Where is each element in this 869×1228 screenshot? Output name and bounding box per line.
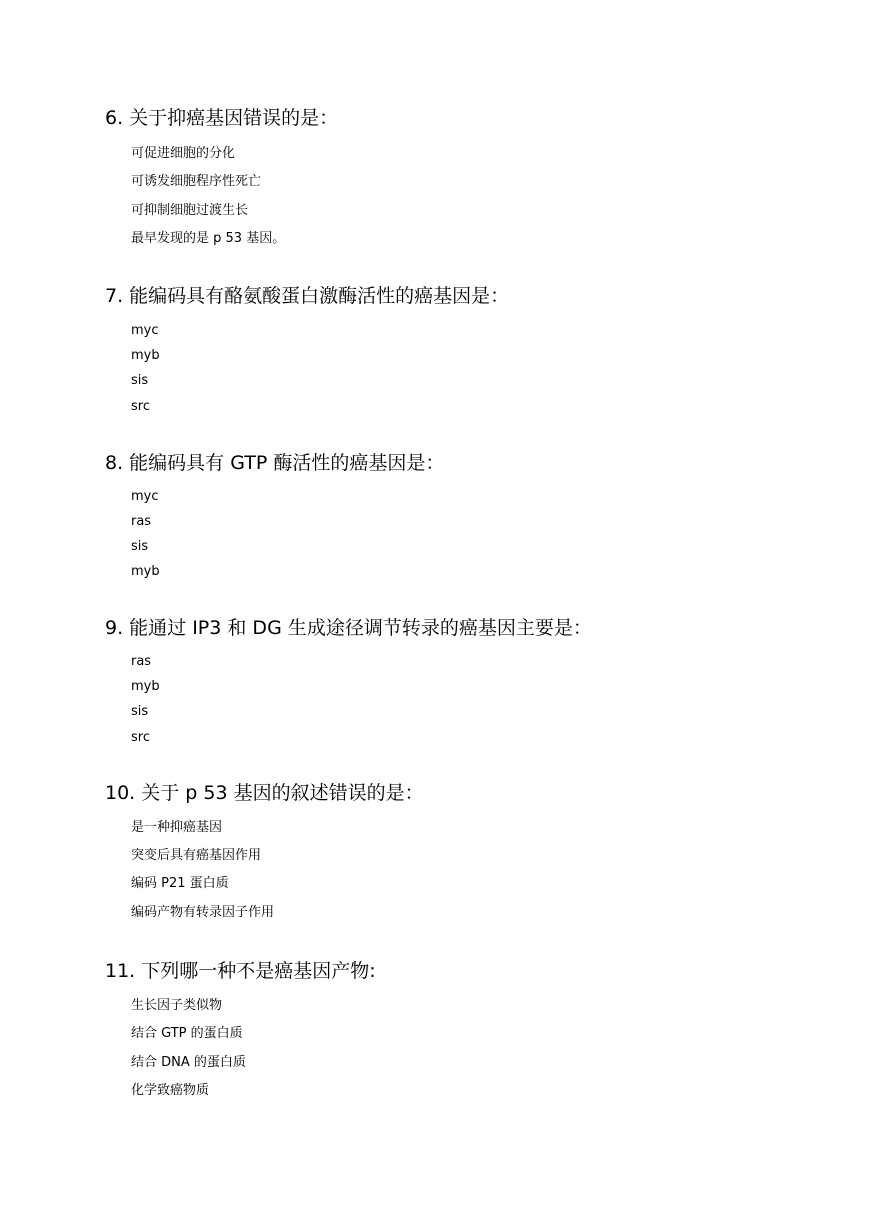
option: sis xyxy=(131,373,149,388)
question-title: 10. 关于 p 53 基因的叙述错误的是： xyxy=(105,782,424,804)
option: 结合 GTP 的蛋白质 xyxy=(131,1026,243,1041)
option: 编码产物有转录因子作用 xyxy=(131,905,275,920)
option: src xyxy=(131,730,150,745)
option: src xyxy=(131,399,150,414)
option: 可促进细胞的分化 xyxy=(131,146,236,161)
option: ras xyxy=(131,514,152,529)
option: myb xyxy=(131,679,160,694)
option: myc xyxy=(131,323,159,338)
option: 突变后具有癌基因作用 xyxy=(131,848,262,863)
option: ras xyxy=(131,654,152,669)
question-title: 11. 下列哪一种不是癌基因产物: xyxy=(105,960,376,982)
option: myb xyxy=(131,564,160,579)
question-title: 6. 关于抑癌基因错误的是： xyxy=(105,107,339,129)
option: myc xyxy=(131,489,159,504)
question-title: 8. 能编码具有 GTP 酶活性的癌基因是： xyxy=(105,452,445,474)
option: sis xyxy=(131,539,149,554)
option: 编码 P21 蛋白质 xyxy=(131,876,229,891)
option: 可抑制细胞过渡生长 xyxy=(131,203,249,218)
question-title: 9. 能通过 IP3 和 DG 生成途径调节转录的癌基因主要是： xyxy=(105,617,592,639)
option: 可诱发细胞程序性死亡 xyxy=(131,174,262,189)
option: sis xyxy=(131,704,149,719)
option: 生长因子类似物 xyxy=(131,998,223,1013)
question-title: 7. 能编码具有酪氨酸蛋白激酶活性的癌基因是： xyxy=(105,285,510,307)
option: 最早发现的是 p 53 基因。 xyxy=(131,231,286,246)
option: 是一种抑癌基因 xyxy=(131,820,223,835)
option: 结合 DNA 的蛋白质 xyxy=(131,1055,246,1070)
option: 化学致癌物质 xyxy=(131,1083,210,1098)
option: myb xyxy=(131,348,160,363)
